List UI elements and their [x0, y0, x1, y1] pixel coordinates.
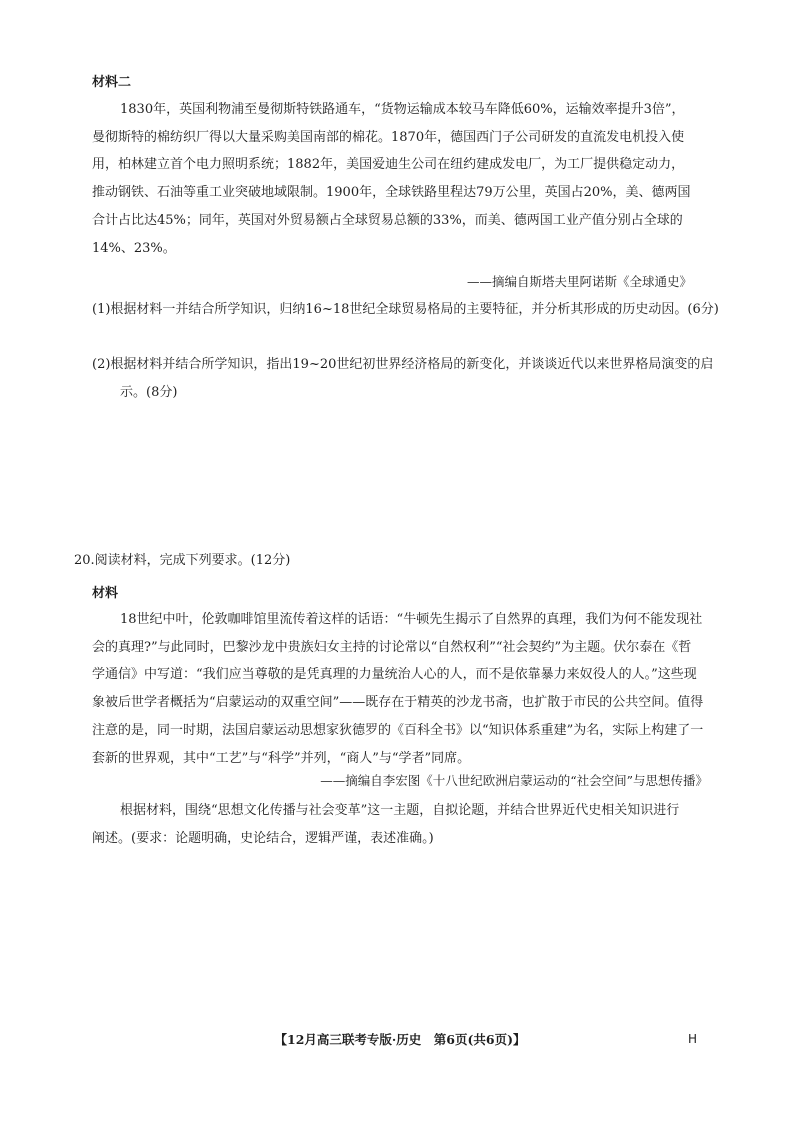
paper-version-letter: H	[688, 1032, 698, 1046]
page-footer: 【12月高三联考专版·历史 第6页(共6页)】	[274, 1032, 526, 1047]
question-20-instruction: 根据材料，围绕“思想文化传播与社会变革”这一主题，自拟论题，并结合世界近代史相关知识进行阐述。(要求：论题明确，史论结合，逻辑严谨，表述准确。)	[92, 803, 680, 846]
question-20-paragraph: 18世纪中叶，伦敦咖啡馆里流传着这样的话语：“牛顿先生揭示了自然界的真理，我们为何不能发现社会的真理?”与此同时，巴黎沙龙中贵族妇女主持的讨论常以“自然权利”“社会契约”为主题。伏尔泰在《哲学通信》中写道：“我们应当尊敬的是凭真理的力量统治人心的人，而不是依靠暴力来奴役人的人。”这些现象被后世学者概括为“启蒙运动的双重空间”——既存在于精英的沙龙书斋，也扩散于市民的公共空间。值得注意的是，同一时期，法国启蒙运动思想家狄德罗的《百科全书》以“知识体系重建”为名，实际上构建了一套新的世界观，其中“工艺”与“科学”并列，“商人”与“学者”同席。	[92, 612, 704, 766]
material-2-paragraph: 1830年，英国利物浦至曼彻斯特铁路通车，“货物运输成本较马车降低60%，运输效率提升3倍”，曼彻斯特的棉纺织厂得以大量采购美国南部的棉花。1870年，德国西门子公司研发的直流发电机投入使用，柏林建立首个电力照明系统；1882年，美国爱迪生公司在纽约建成发电厂，为工厂提供稳定动力，推动钢铁、石油等重工业突破地域限制。1900年，全球铁路里程达79万公里，英国占20%，美、德两国合计占比达45%；同年，英国对外贸易额占全球贸易总额的33%，而美、德两国工业产值分别占全球的14%、23%。	[92, 102, 691, 256]
question-20-material-label: 材料	[92, 586, 119, 601]
question-20-title: 20.阅读材料，完成下列要求。(12分)	[74, 553, 291, 568]
material-2-source: ——摘编自斯塔夫里阿诺斯《全球通史》	[466, 274, 692, 289]
material-2-label: 材料二	[92, 75, 132, 90]
question-20-source: ——摘编自李宏图《十八世纪欧洲启蒙运动的“社会空间”与思想传播》	[320, 773, 708, 788]
question-19-part-1: (1)根据材料一并结合所学知识，归纳16~18世纪全球贸易格局的主要特征，并分析其形成的历史动因。(6分)	[92, 302, 719, 317]
question-19-part-2: (2)根据材料并结合所学知识，指出19~20世纪初世界经济格局的新变化，并谈谈近代以来世界格局演变的启示。(8分)	[92, 357, 714, 400]
